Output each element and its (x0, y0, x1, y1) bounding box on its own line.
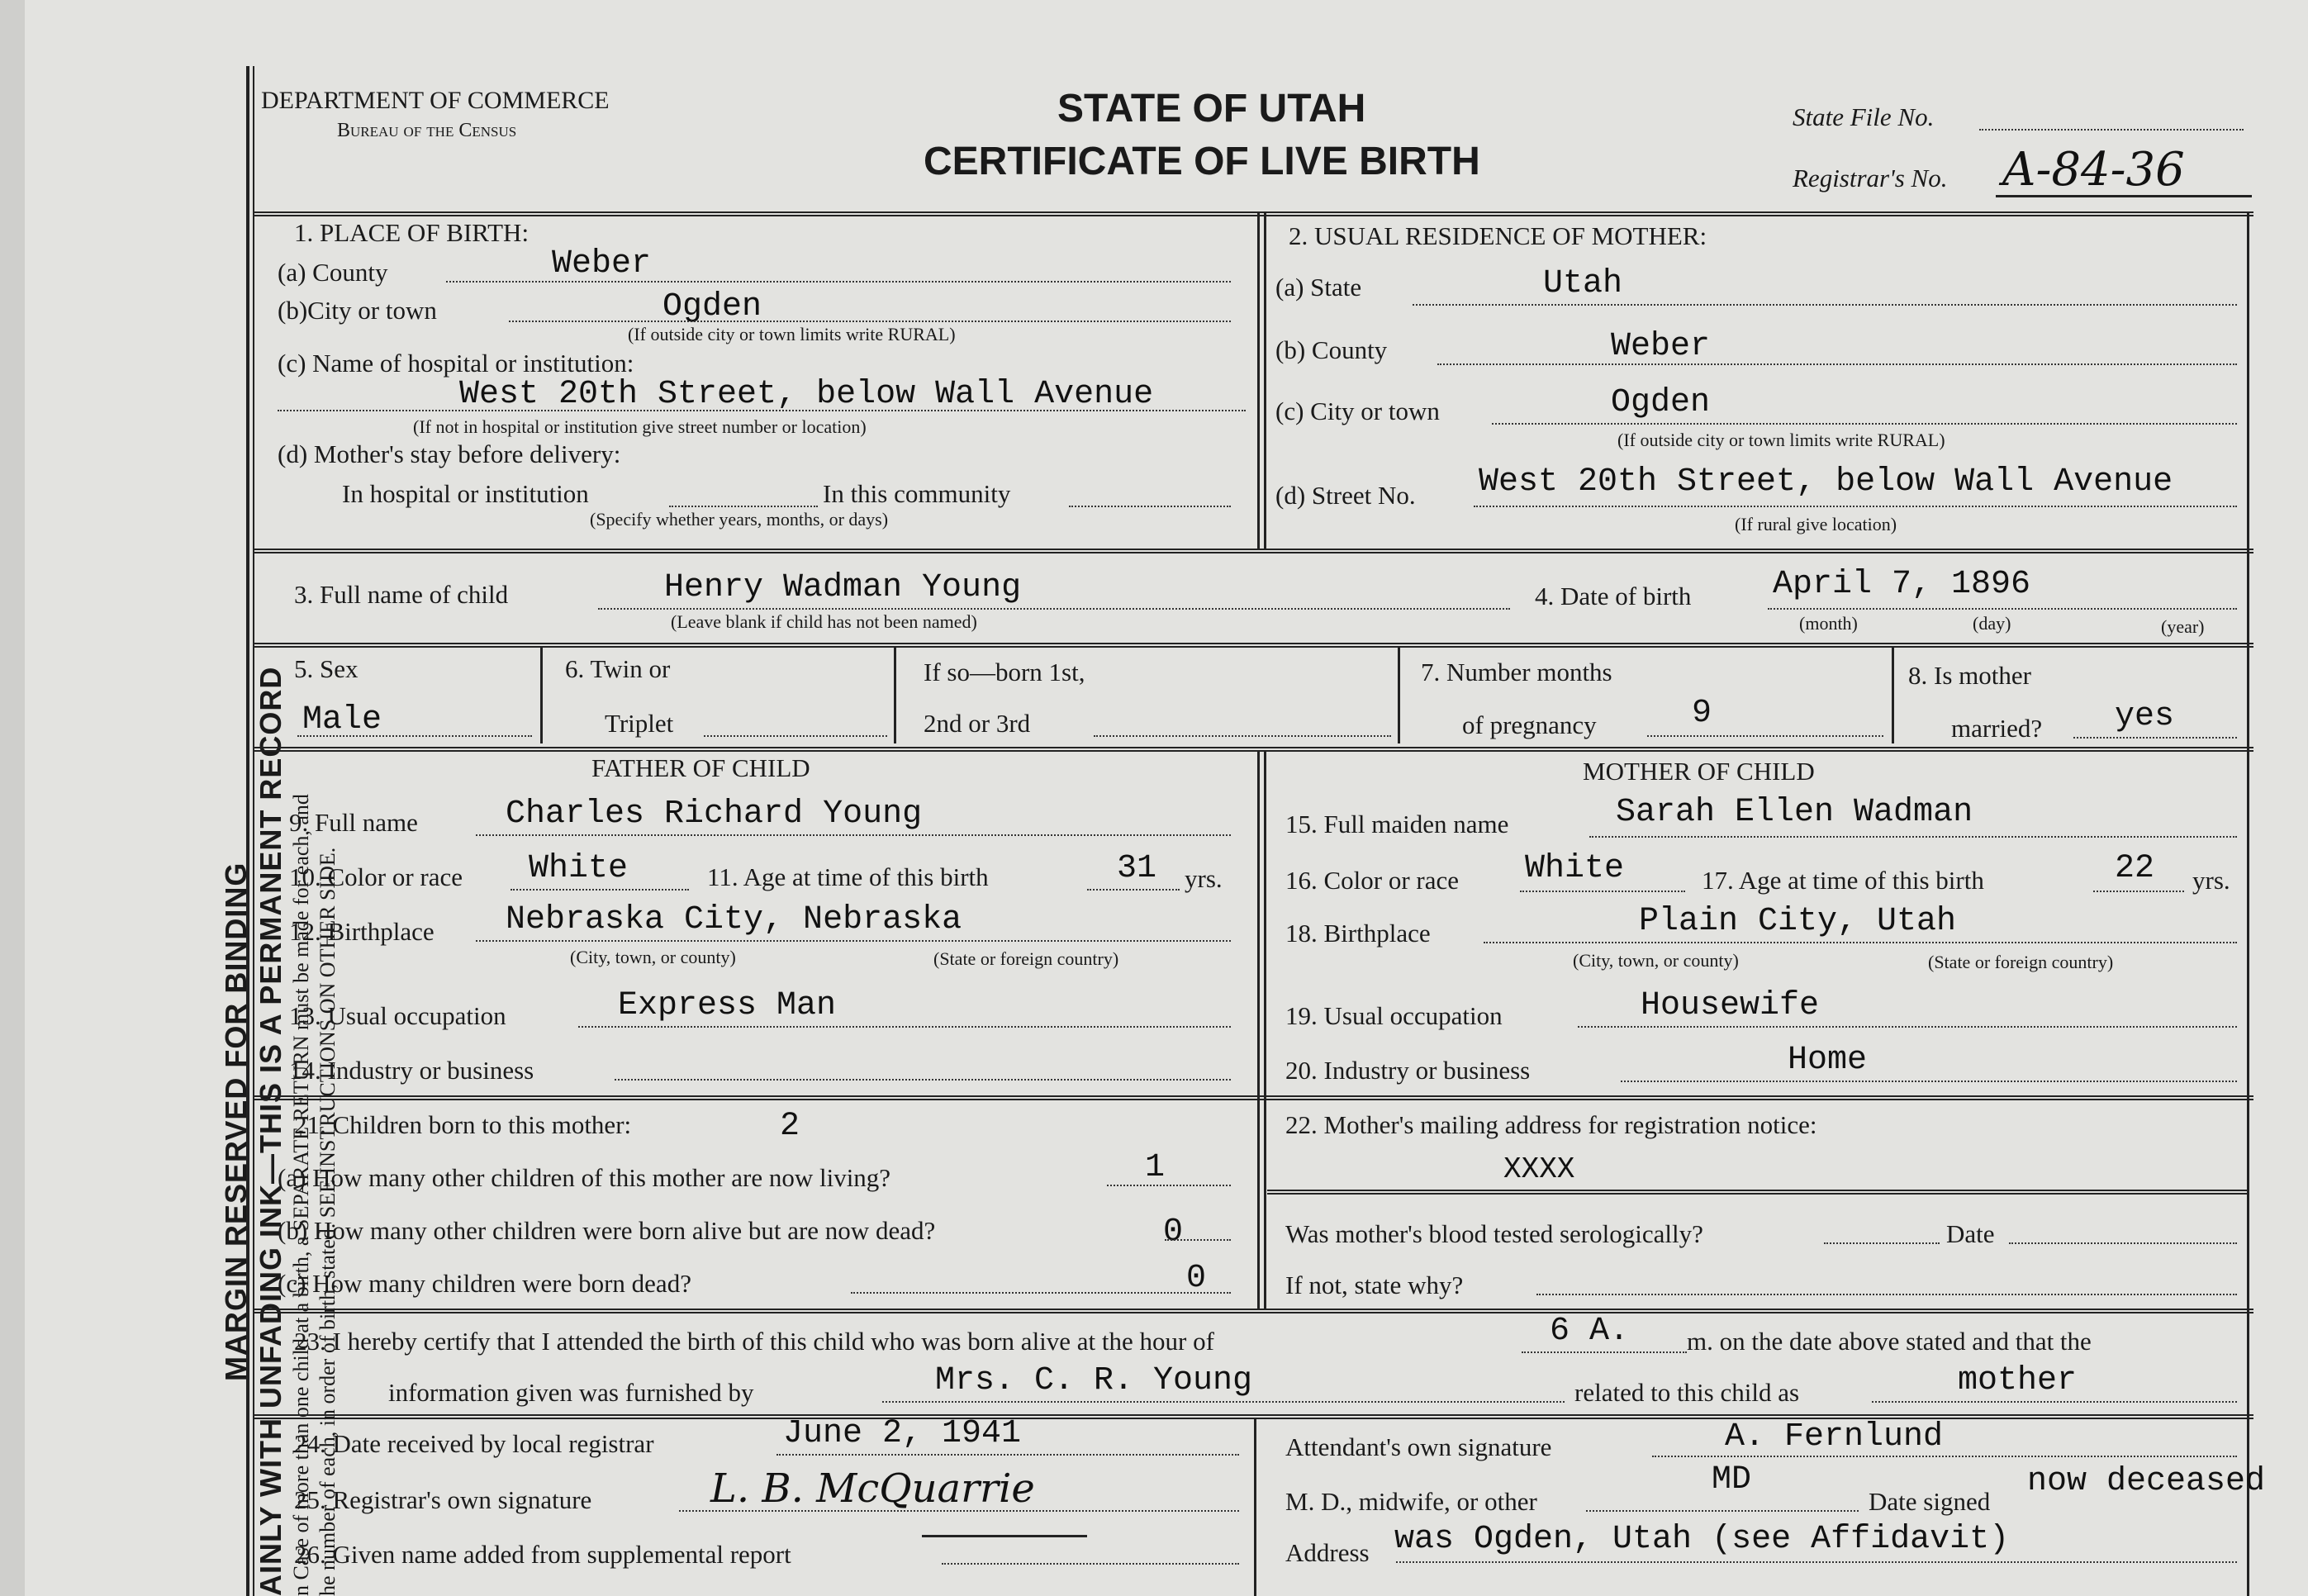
attendant-signature-line (1652, 1456, 2237, 1457)
bureau-label: Bureau of the Census (337, 120, 517, 141)
divider-1-2 (1257, 211, 1260, 550)
pregnancy-value: 9 (1692, 695, 1712, 732)
md-midwife-line (1586, 1510, 1859, 1512)
children-dead-value: 0 (1163, 1214, 1184, 1251)
children-born-label: 21. Children born to this mother: (294, 1110, 632, 1139)
pregnancy-label: of pregnancy (1462, 710, 1597, 739)
birth-order-line (1094, 735, 1391, 737)
state-file-label: State File No. (1793, 102, 1935, 131)
sex-line (297, 735, 532, 737)
res-county-value: Weber (1611, 328, 1711, 365)
mother-yrs-label: yrs. (2192, 866, 2230, 895)
res-city-label: (c) City or town (1275, 397, 1440, 425)
children-dead-label: (b) How many other children were born alive but are now dead? (278, 1216, 936, 1245)
binding-border-left (246, 66, 249, 1596)
mother-occupation-value: Housewife (1641, 987, 1820, 1024)
blood-date-line (2009, 1242, 2237, 1244)
date-received-value: June 2, 1941 (783, 1415, 1022, 1452)
divider-father-mother-b (1264, 750, 1266, 1310)
form-top-border (253, 211, 2253, 216)
mother-city-note: (City, town, or county) (1573, 950, 1739, 971)
certificate-title: CERTIFICATE OF LIVE BIRTH (924, 140, 1480, 183)
mother-race-line (1520, 891, 1685, 892)
blood-test-label: Was mother's blood tested serologically? (1285, 1219, 1703, 1248)
relation-line (1872, 1401, 2237, 1403)
registrar-signature-line (679, 1510, 1239, 1512)
mother-heading: MOTHER OF CHILD (1583, 757, 1815, 786)
children-stillborn-line (851, 1292, 1231, 1294)
married-question-label: married? (1951, 714, 2043, 743)
registrar-no-value: A-84-36 (2002, 143, 2185, 197)
father-birthplace-label: 12. Birthplace (289, 917, 435, 946)
blood-test-line (1824, 1242, 1940, 1244)
mother-age-line (2093, 891, 2184, 892)
child-name-label: 3. Full name of child (294, 580, 509, 609)
father-city-note: (City, town, or county) (570, 947, 736, 967)
dob-day-label: (day) (1973, 613, 2011, 634)
mother-name-value: Sarah Ellen Wadman (1616, 794, 1973, 831)
father-occupation-line (578, 1026, 1231, 1028)
birth-county-label: (a) County (278, 258, 388, 287)
signature-underline (922, 1535, 1087, 1537)
if-not-line (1536, 1294, 2237, 1295)
residence-heading: 2. USUAL RESIDENCE OF MOTHER: (1289, 221, 1707, 250)
mailing-address-label: 22. Mother's mailing address for registration notice: (1285, 1110, 1817, 1139)
if-not-label: If not, state why? (1285, 1271, 1464, 1299)
father-race-line (511, 889, 689, 891)
date-signed-label: Date signed (1869, 1487, 1991, 1516)
date-received-line (776, 1454, 1239, 1456)
binding-border-right (253, 66, 254, 1596)
sex-value: Male (302, 701, 382, 739)
father-heading: FATHER OF CHILD (591, 753, 810, 782)
blood-date-label: Date (1946, 1219, 1995, 1248)
res-state-value: Utah (1543, 265, 1623, 302)
mother-name-line (1589, 836, 2237, 838)
state-file-line (1979, 129, 2244, 131)
mother-age-label: 17. Age at time of this birth (1702, 866, 1984, 895)
dob-value: April 7, 1896 (1773, 566, 2031, 603)
sex-label: 5. Sex (294, 654, 359, 683)
father-yrs-label: yrs. (1185, 864, 1223, 893)
stay-note: (Specify whether years, months, or days) (590, 509, 889, 530)
father-name-line (476, 834, 1231, 836)
married-label: 8. Is mother (1908, 661, 2031, 690)
margin-binding-line: MARGIN RESERVED FOR BINDING (219, 862, 253, 1381)
children-living-value: 1 (1145, 1149, 1166, 1186)
state-title: STATE OF UTAH (1057, 87, 1366, 131)
birth-county-line (446, 281, 1231, 283)
birth-county-value: Weber (552, 245, 652, 283)
twin-label: 6. Twin or (565, 654, 671, 683)
hospital-note: (If not in hospital or institution give street number or location) (413, 416, 867, 437)
pregnancy-line (1647, 735, 1883, 737)
dob-label: 4. Date of birth (1535, 582, 1692, 610)
mother-industry-label: 20. Industry or business (1285, 1056, 1531, 1085)
res-street-label: (d) Street No. (1275, 481, 1416, 510)
section-divider-1 (253, 549, 2253, 553)
attendant-signature-value: A. Fernlund (1725, 1418, 1944, 1456)
divider-7-8 (1892, 646, 1894, 743)
stay-community-line (1069, 506, 1231, 507)
mother-race-label: 16. Color or race (1285, 866, 1460, 895)
certify-line2: information given was furnished by (388, 1378, 754, 1407)
res-state-line (1413, 304, 2237, 306)
margin-instruction-line1: n Case of more than one child at a birth, a SEPARATE RETURN must be made for each, and (289, 794, 313, 1596)
children-living-line (1107, 1185, 1231, 1186)
address-label: Address (1285, 1538, 1370, 1567)
address-value: was Ogden, Utah (see Affidavit) (1394, 1521, 2010, 1558)
dob-year-label: (year) (2161, 616, 2205, 637)
stay-community-label: In this community (823, 479, 1011, 508)
section-divider-6 (253, 1414, 2253, 1419)
father-name-value: Charles Richard Young (506, 796, 923, 833)
res-city-line (1492, 423, 2237, 425)
divider-24-attendant (1254, 1418, 1256, 1596)
registrar-signature-label: 25. Registrar's own signature (294, 1485, 592, 1514)
place-of-birth-heading: 1. PLACE OF BIRTH: (294, 218, 530, 247)
father-occupation-value: Express Man (618, 987, 837, 1024)
children-stillborn-value: 0 (1186, 1260, 1207, 1297)
married-value: yes (2115, 698, 2175, 735)
father-age-label: 11. Age at time of this birth (707, 862, 989, 891)
birth-city-label: (b)City or town (278, 296, 437, 325)
left-edge-strip (0, 0, 25, 1596)
triplet-label: Triplet (605, 709, 674, 738)
pregnancy-months-label: 7. Number months (1421, 658, 1612, 686)
father-age-value: 31 (1117, 850, 1157, 887)
related-as-label: related to this child as (1574, 1378, 1800, 1407)
twin-line (704, 735, 887, 737)
mother-industry-line (1621, 1081, 2237, 1082)
children-born-value: 2 (780, 1108, 800, 1145)
margin-ink-line: AINLY WITH UNFADING INK—THIS IS A PERMANENT RECORD (254, 666, 287, 1596)
res-city-value: Ogden (1611, 384, 1711, 421)
md-midwife-label: M. D., midwife, or other (1285, 1487, 1537, 1516)
divider-1-2b (1264, 211, 1266, 550)
mailing-divider (1267, 1190, 2247, 1195)
hospital-label: (c) Name of hospital or institution: (278, 349, 634, 378)
attendant-signature-label: Attendant's own signature (1285, 1432, 1552, 1461)
mothers-stay-label: (d) Mother's stay before delivery: (278, 439, 621, 468)
mailing-address-value: XXXX (1503, 1152, 1575, 1186)
father-state-note: (State or foreign country) (933, 948, 1119, 969)
children-dead-line (1165, 1239, 1231, 1241)
section-divider-5 (253, 1309, 2253, 1313)
relation-value: mother (1958, 1362, 2078, 1399)
mother-age-value: 22 (2115, 850, 2155, 887)
mother-birthplace-line (1484, 942, 2237, 943)
furnished-by-line (882, 1401, 1565, 1403)
stay-hospital-line (669, 506, 818, 507)
registrar-no-label: Registrar's No. (1793, 164, 1948, 192)
father-birthplace-line (476, 940, 1231, 942)
date-received-label: 24. Date received by local registrar (294, 1429, 654, 1458)
father-name-label: 9. Full name (289, 808, 418, 837)
res-county-label: (b) County (1275, 335, 1388, 364)
given-name-line (942, 1563, 1239, 1565)
birth-hour-line (1522, 1351, 1687, 1353)
section-divider-3 (253, 747, 2253, 752)
form-right-border (2247, 211, 2249, 1596)
children-living-label: (a) How many other children of this mother are now living? (278, 1163, 891, 1192)
dob-month-label: (month) (1799, 613, 1858, 634)
birth-order-label: 2nd or 3rd (924, 709, 1031, 738)
mother-birthplace-value: Plain City, Utah (1639, 903, 1957, 940)
child-name-line (598, 608, 1510, 610)
mother-birthplace-label: 18. Birthplace (1285, 919, 1431, 948)
certify-line1-end: m. on the date above stated and that the (1687, 1327, 2092, 1356)
divider-father-mother (1257, 750, 1260, 1310)
margin-instruction-line2: he number of each, in order of birth, stated. SEE INSTRUCTIONS ON OTHER SIDE. (316, 847, 340, 1596)
father-race-label: 10. Color or race (289, 862, 463, 891)
hospital-value: West 20th Street, below Wall Avenue (459, 376, 1154, 413)
section-divider-4 (253, 1095, 2253, 1100)
mother-state-note: (State or foreign country) (1928, 952, 2114, 972)
department-label: DEPARTMENT OF COMMERCE (261, 87, 610, 114)
mother-occupation-label: 19. Usual occupation (1285, 1001, 1503, 1030)
res-city-note: (If outside city or town limits write RURAL) (1617, 430, 1945, 450)
divider-ifso-7 (1398, 646, 1400, 743)
res-county-line (1437, 363, 2237, 365)
birth-city-value: Ogden (662, 288, 762, 325)
father-birthplace-value: Nebraska City, Nebraska (506, 901, 962, 938)
children-stillborn-label: (c) How many children were born dead? (278, 1269, 691, 1298)
divider-6-ifso (894, 646, 896, 743)
furnished-by-value: Mrs. C. R. Young (935, 1362, 1253, 1399)
birth-city-line (509, 321, 1231, 322)
registrar-no-line (1996, 195, 2252, 197)
married-line (2073, 737, 2237, 739)
ifso-label: If so—born 1st, (924, 658, 1085, 686)
father-race-value: White (529, 850, 629, 887)
birth-city-note: (If outside city or town limits write RURAL) (628, 324, 956, 344)
certify-line1: 23. I hereby certify that I attended the birth of this child who was born alive at the hour of (294, 1327, 1214, 1356)
father-industry-label: 14. Industry or business (289, 1056, 534, 1085)
md-midwife-value: MD (1712, 1461, 1752, 1499)
mother-industry-value: Home (1788, 1042, 1868, 1079)
mother-occupation-line (1578, 1026, 2237, 1028)
father-industry-line (615, 1079, 1231, 1081)
birth-hour-value: 6 A. (1550, 1313, 1630, 1350)
registrar-signature-value: L. B. McQuarrie (710, 1465, 1035, 1512)
child-name-value: Henry Wadman Young (664, 569, 1022, 606)
section-divider-2 (253, 643, 2253, 648)
father-age-line (1087, 889, 1180, 891)
res-street-line (1474, 506, 2237, 507)
given-name-label: 26. Given name added from supplemental report (294, 1540, 791, 1569)
hospital-line (278, 410, 1246, 411)
res-street-note: (If rural give location) (1735, 514, 1897, 534)
divider-5-6 (540, 646, 543, 743)
address-line (1396, 1561, 2237, 1563)
child-name-note: (Leave blank if child has not been named) (671, 611, 977, 632)
mother-name-label: 15. Full maiden name (1285, 810, 1509, 838)
father-occupation-label: 13. Usual occupation (289, 1001, 506, 1030)
date-signed-value: now deceased (2027, 1463, 2266, 1500)
stay-hospital-label: In hospital or institution (342, 479, 589, 508)
res-street-value: West 20th Street, below Wall Avenue (1479, 463, 2173, 501)
mother-race-value: White (1525, 850, 1625, 887)
dob-line (1768, 608, 2237, 610)
res-state-label: (a) State (1275, 273, 1362, 302)
